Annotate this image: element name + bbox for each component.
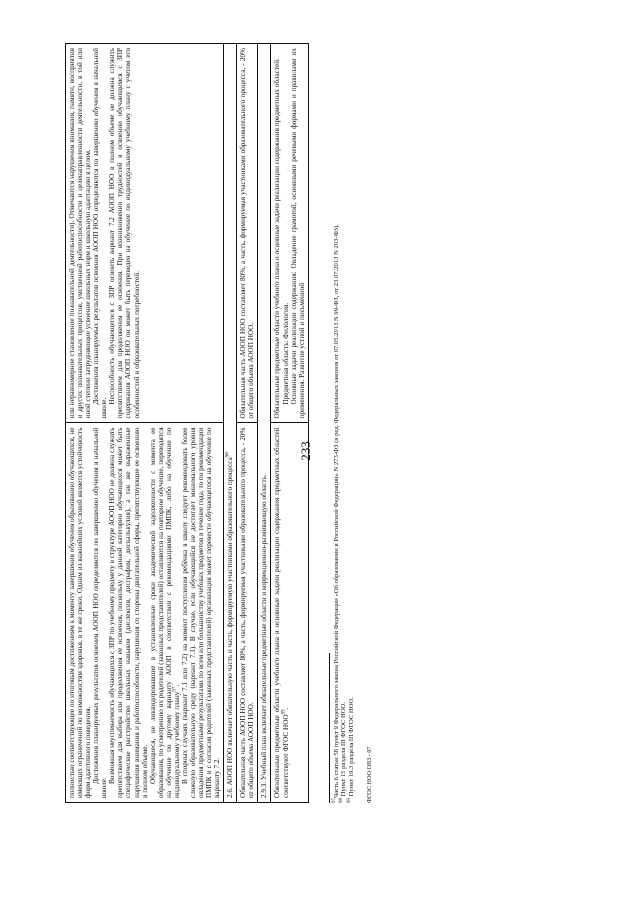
row4-cell: 2.9.3. Учебный план включает обязательные предметные области и коррекционно-развивающую область. bbox=[258, 44, 271, 803]
row5-right-paragraph: Основные задачи реализации содержания: Овладение грамотой, основными речевыми формами и правилами их применения. Развитие устной и письменной bbox=[289, 48, 306, 419]
table-row bbox=[271, 44, 308, 803]
row1-left-paragraph: Достижения планируемых результатов освоения АООП НОО определяются по завершению обучения в начальной школе. bbox=[92, 427, 109, 798]
footnote-text: Часть 6 статьи 58 пункт 9 Федерального закона Российской Федерации «Об образовании в Российской Федерации» N 273-ФЗ (в ред. Федеральных законов от 07.05.2013 N 99-ФЗ, от 23.07.2013 N 203-ФЗ). bbox=[332, 224, 340, 798]
row5-right-cell bbox=[271, 44, 308, 424]
footnote-text: Пункт 15 раздела III ФГОС НОО. bbox=[340, 702, 348, 797]
row1-left-text: Обучающиеся, не ликвидировавшие в установленные сроки академической задолженности с момента ее образования, по усмотрению их родителей (законных представителей) оставляются на повторное обучение, переводятся на обучение по другому варианту АООП в соответствии с рекомендациями ПМПК, либо на обучение по индивидуальному учебному плану bbox=[148, 427, 181, 798]
rotated-page-content bbox=[65, 43, 525, 803]
footnote-ref-98: 98 bbox=[225, 452, 231, 458]
footnotes bbox=[329, 43, 374, 803]
footer-code: ФГОС НОО ОВЗ - 07 bbox=[365, 746, 373, 803]
row5-right-paragraph: Обязательные предметные области учебного плана и основные задачи реализации содержания предметных областей. bbox=[273, 58, 282, 419]
table-row bbox=[237, 44, 258, 803]
row1-left-paragraph: Обучающиеся, не ликвидировавшие в установленные сроки академической задолженности с момента ее образования, по усмотрению их родителей (законных представителей) оставляются на повторное обучение, переводятся на обучение по другому варианту АООП в соответствии с рекомендациями ПМПК, либо на обучение по индивидуальному учебному плану$^{97}$. bbox=[148, 427, 181, 798]
row1-right-paragraph: Достижения планируемых результатов освоения АООП НОО определяются по завершению обучения в начальной школе. bbox=[92, 48, 109, 419]
footnote-text: Пункт 19.3 раздела III ФГОС НОО. bbox=[348, 697, 356, 797]
footnote-number: 98 bbox=[339, 798, 345, 803]
standards-comparison-table bbox=[65, 43, 309, 803]
row5-right-paragraph: Предметная область: Филология. bbox=[281, 303, 290, 405]
footnote-number: 99 bbox=[347, 798, 353, 803]
row1-right-paragraph: или неравномерное становление познавательной деятельности). Отмечаются нарушения внимания, памяти, восприятия и других познавательных процессов, умственной работоспособности и целенаправленности деятельности, в той или иной степени затрудняющие усвоение школьных норм и школьную адаптацию в целом. bbox=[68, 48, 93, 419]
row1-left-paragraph: В спорных случаях (вариант 7.1 или 7.2) на момент поступления ребёнка в школу следует рекомендовать более сложную образовательную среду (вариант 7.1). В случае, если обучающийся не достигает минимального уровня овладения предметными результатами по всем или большинству учебных предметов в течение года, то по рекомендации ПМПК и с согласия родителей (законных представителей) организация может перевести обучающегося на обучение по варианту 7.2. bbox=[180, 427, 222, 798]
row1-left-cell bbox=[66, 423, 224, 803]
row3-right-cell: Обязательная часть АООП НОО составляет 80%, а часть, формируемая участниками образовательного процесса, - 20% от общего объема АООП НОО. bbox=[237, 44, 258, 424]
footnote-number: 97 bbox=[331, 798, 337, 803]
footnote-ref-97: 97 bbox=[172, 686, 178, 692]
footnote-item bbox=[333, 43, 341, 803]
row3-left-cell: Обязательная часть АООП НОО составляет 80%, а часть, формируемая участниками образовательного процесса, - 20% от общего объема АООП НОО. bbox=[237, 423, 258, 803]
footnote-divider bbox=[329, 653, 330, 803]
table-row bbox=[224, 44, 237, 803]
footnote-item bbox=[340, 43, 348, 803]
table-row bbox=[258, 44, 271, 803]
row5-left-cell: Обязательные предметные области учебного плана и основные задачи реализации содержания предметных областей соответствуют ФГОС НОО$^{99}$. bbox=[271, 423, 308, 803]
footnote-ref-99: 99 bbox=[281, 709, 287, 715]
row5-left-text: Обязательные предметные области учебного плана и основные задачи реализации содержания предметных областей соответствуют ФГОС НОО bbox=[273, 427, 290, 798]
row1-left-paragraph: Возможная неуспеваемость обучающихся с ЗПР по учебному предмету в структуре АООП НОО не должна служить препятствием для выбора или продолжения ее освоения, поскольку у данной категории обучающихся может быть специфическое расстройство школьных навыков (дислексия, дисграфия, дискалькулия), а так же выраженные нарушения внимания и работоспособности, нарушения со стороны двигательной сферы, препятствующие ее освоению в полном объеме. bbox=[108, 427, 149, 798]
table-row bbox=[66, 44, 224, 803]
row2-cell bbox=[224, 44, 237, 803]
row1-right-paragraph: Неспособность обучающегося с ЗПР освоить вариант 7.2 АООП НОО в полном объеме не должна служить препятствием для продолжения ее освоения. При возникновении трудностей в освоении обучающимся с ЗПР содержания АООП НОО он может быть переведен на обучение по индивидуальному учебному плану с учетом его особенностей и образовательных потребностей. bbox=[108, 48, 141, 419]
row1-right-cell bbox=[66, 44, 224, 424]
row1-left-paragraph: полностью соответствующее по итоговым достижениям к моменту завершения обучения образованию обучающихся, не имеющих ограничений по возможностям здоровья, в те же сроки. Одним из важнейших условий является устойчивость форм адаптивного поведения. bbox=[68, 427, 93, 798]
footnote-list bbox=[333, 43, 356, 803]
row2-text: 2.6. АООП НОО включает обязательную часть и часть, формируемую участниками образовательного процесса bbox=[226, 457, 235, 798]
footnote-item bbox=[348, 43, 356, 803]
page-number: 233 bbox=[298, 441, 313, 461]
